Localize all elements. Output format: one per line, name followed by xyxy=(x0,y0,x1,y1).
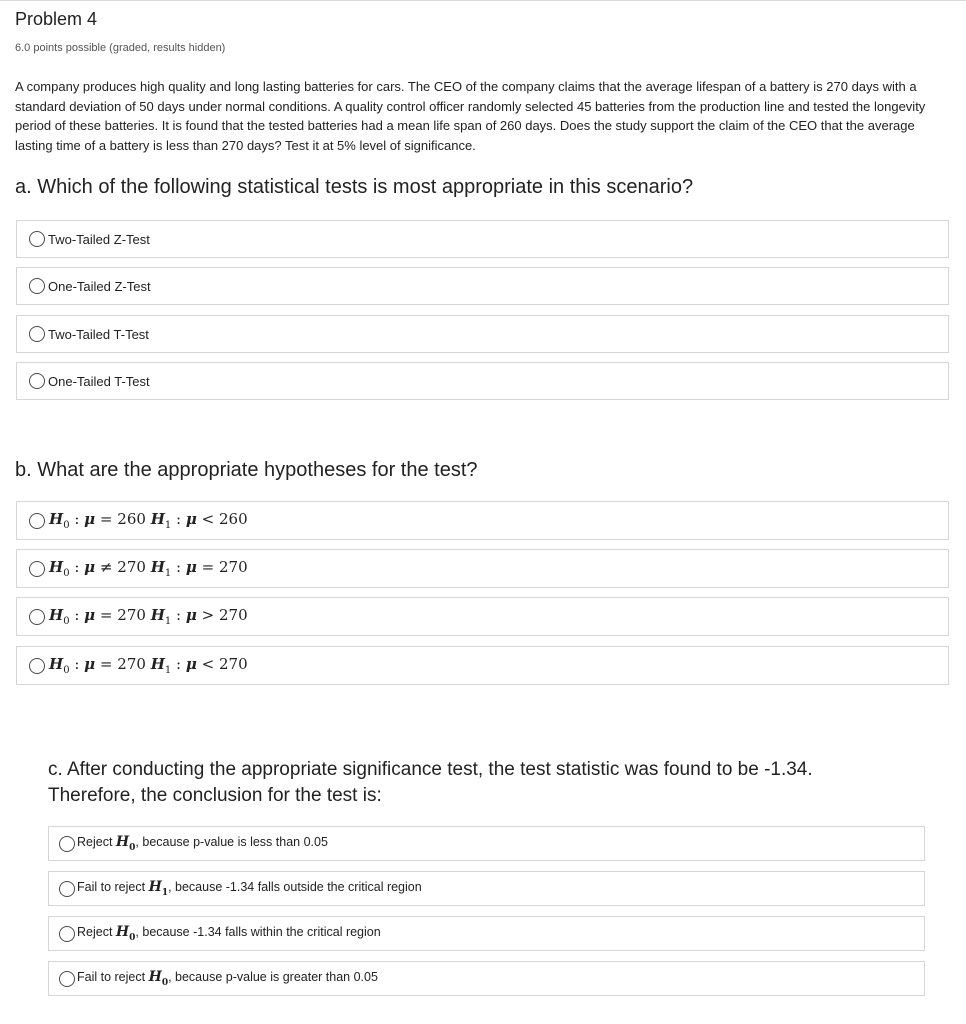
radio-button[interactable] xyxy=(29,561,45,577)
part-b-option-4[interactable] xyxy=(16,646,949,685)
radio-button[interactable] xyxy=(29,609,45,625)
problem-title: Problem 4 xyxy=(15,9,98,29)
option-label: Fail to reject $H_0$, because p-value is greater than 0.05 xyxy=(77,969,378,988)
points-info: 6.0 points possible (graded, results hidden) xyxy=(15,42,226,54)
hypothesis-formula: $H_0$ : μ = 260 $H_1$ : μ < 260 xyxy=(49,510,248,531)
part-a-heading: a. Which of the following statistical tests is most appropriate in this scenario? xyxy=(15,176,694,198)
option-label: Fail to reject $H_1$, because -1.34 falls outside the critical region xyxy=(77,879,422,898)
part-a-option-2[interactable] xyxy=(16,267,949,305)
hypothesis-formula: $H_0$ : μ ≠ 270 $H_1$ : μ = 270 xyxy=(49,558,248,579)
option-label: Two-Tailed Z-Test xyxy=(48,231,150,247)
part-a-option-4[interactable] xyxy=(16,362,949,400)
part-b-option-3[interactable] xyxy=(16,597,949,636)
radio-button[interactable] xyxy=(59,881,75,897)
option-label: Reject $H_0$, because -1.34 falls within the critical region xyxy=(77,924,381,943)
hypothesis-formula: $H_0$ : μ = 270 $H_1$ : μ > 270 xyxy=(49,606,248,627)
top-divider xyxy=(0,0,966,1)
radio-button[interactable] xyxy=(29,513,45,529)
hypothesis-formula: $H_0$ : μ = 270 $H_1$ : μ < 270 xyxy=(49,655,248,676)
radio-button[interactable] xyxy=(29,658,45,674)
radio-button[interactable] xyxy=(29,231,45,247)
radio-button[interactable] xyxy=(29,278,45,294)
option-label: One-Tailed T-Test xyxy=(48,373,150,389)
radio-button[interactable] xyxy=(59,971,75,987)
part-a-option-3[interactable] xyxy=(16,315,949,353)
radio-button[interactable] xyxy=(29,373,45,389)
part-b-option-1[interactable] xyxy=(16,501,949,540)
part-c-option-4[interactable] xyxy=(48,961,925,996)
option-label: One-Tailed Z-Test xyxy=(48,278,151,294)
part-c-heading-line-1: c. After conducting the appropriate significance test, the test statistic was found to be -1.34. xyxy=(48,759,813,780)
question-text: A company produces high quality and long lasting batteries for cars. The CEO of the company claims that the average lifespan of a battery is 270 days with a standard deviation of 50 days under normal conditions. A quality control officer randomly selected 45 batteries from the production line and tested the longevity period of these batteries. It is found that the tested batteries had a mean life span of 260 days. Does the study support the claim of the CEO that the average lasting time of a battery is less than 270 days? Test it at 5% level of significance. xyxy=(15,79,926,153)
part-a-option-1[interactable] xyxy=(16,220,949,258)
part-c-heading xyxy=(48,757,813,809)
part-c-option-2[interactable] xyxy=(48,871,925,906)
part-c-option-3[interactable] xyxy=(48,916,925,951)
part-b-heading: b. What are the appropriate hypotheses for the test? xyxy=(15,459,478,481)
radio-button[interactable] xyxy=(29,326,45,342)
part-c-option-1[interactable] xyxy=(48,826,925,861)
option-label: Reject $H_0$, because p-value is less than 0.05 xyxy=(77,834,328,853)
radio-button[interactable] xyxy=(59,836,75,852)
radio-button[interactable] xyxy=(59,926,75,942)
part-c-heading-line-2: Therefore, the conclusion for the test is: xyxy=(48,785,382,806)
option-label: Two-Tailed T-Test xyxy=(48,326,149,342)
part-b-option-2[interactable] xyxy=(16,549,949,588)
